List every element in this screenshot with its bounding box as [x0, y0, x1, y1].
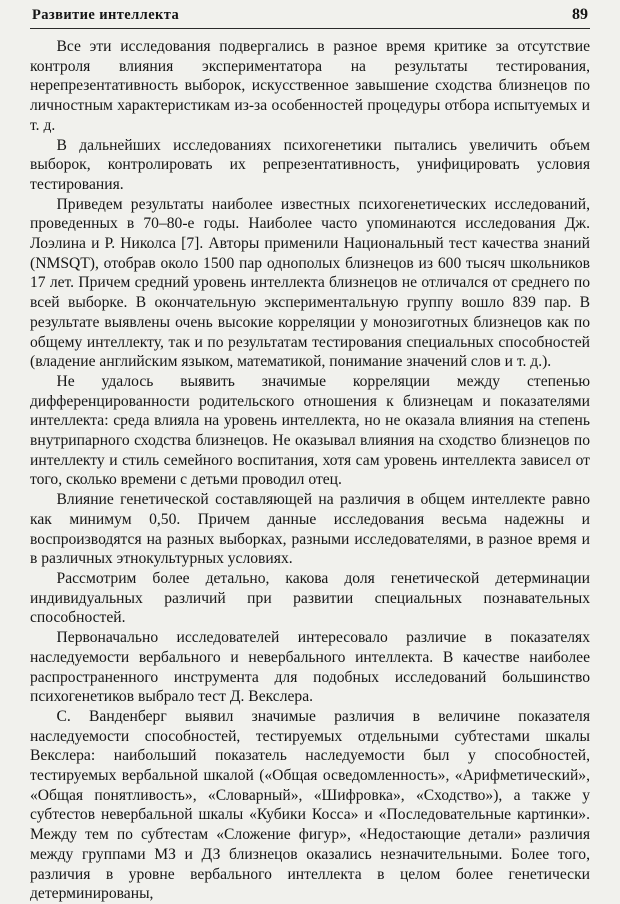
paragraph-6: Рассмотрим более детально, какова доля генетической детерминации индивидуальных различий при развитии специальных познавательных способностей. — [30, 569, 590, 627]
header-title: Развитие интеллекта — [32, 7, 180, 23]
running-header — [30, 6, 590, 26]
paragraph-4: Не удалось выявить значимые корреляции между степенью дифференцированности родительского отношения к близнецам и показателями интеллекта: среда влияла на уровень интеллекта, но не оказала влияния на степень внутрипарного сходства близнецов. Не оказывал влияния на сходство близнецов по интеллекту и стиль семейного воспитания, хотя сам уровень интеллекта зависел от того, сколько времени с детьми проводил отец. — [30, 372, 590, 489]
paragraph-2: В дальнейших исследованиях психогенетики пытались увеличить объем выборок, контролировать их репрезентативность, унифицировать условия тестирования. — [30, 136, 590, 193]
paragraph-1: Все эти исследования подвергались в разное время критике за отсутствие контроля влияния экспериментатора на результаты тестирования, нерепрезентативность выборок, искусственное завышение сходства близнецов по личностным характеристикам из-за особенностей процедуры отбора испытуемых и т. д. — [30, 38, 590, 134]
header-divider — [30, 28, 590, 29]
paragraph-7: Первоначально исследователей интересовало различие в показателях наследуемости вербального и невербального интеллекта. В качестве наиболее распространенного инструмента для подобных исследований большинство психогенетиков выбрало тест Д. Векслера. — [30, 629, 590, 706]
page-number: 89 — [572, 6, 588, 23]
paragraph-8: С. Ванденберг выявил значимые различия в величине показателя наследуемости способностей, тестируемых отдельными субтестами шкалы Векслера: наибольший показатель наследуемости был у способностей, тестируемых вербальной шкалой («Общая осведомленность», «Арифметический», «Общая понятливость», «Словарный», «Шифровка», «Сходство»), а также у субтестов невербальной шкалы «Кубики Косса» и «Последовательные картинки». Между тем по субтестам «Сложение фигур», «Недостающие детали» различия между группами МЗ и ДЗ близнецов оказались незначительными. Более того, различия в уровне вербального интеллекта в целом более генетически детерминированы, — [30, 707, 590, 903]
paragraph-3: Приведем результаты наиболее известных психогенетических исследований, проведенных в 70–80-е годы. Наиболее часто упоминаются исследования Дж. Лоэлина и Р. Николса [7]. Авторы применили Национальный тест качества знаний (NMSQT), отобрав около 1500 пар однополых близнецов из 600 тысяч школьников 17 лет. Причем средний уровень интеллекта близнецов не отличался от среднего по всей выборке. В окончательную экспериментальную группу вошло 839 пар. В результате выявлены очень высокие корреляции у монозиготных близнецов как по общему интеллекту, так и по результатам тестирования специальных способностей (владение английским языком, математикой, понимание значений слов и т. д.). — [30, 195, 590, 371]
page-body — [30, 37, 590, 904]
paragraph-5: Влияние генетической составляющей на различия в общем интеллекте равно как минимум 0,50. Причем данные исследования весьма надежны и воспроизводятся на разных выборках, разными исследователями, в разное время и в различных этнокультурных условиях. — [30, 491, 590, 568]
